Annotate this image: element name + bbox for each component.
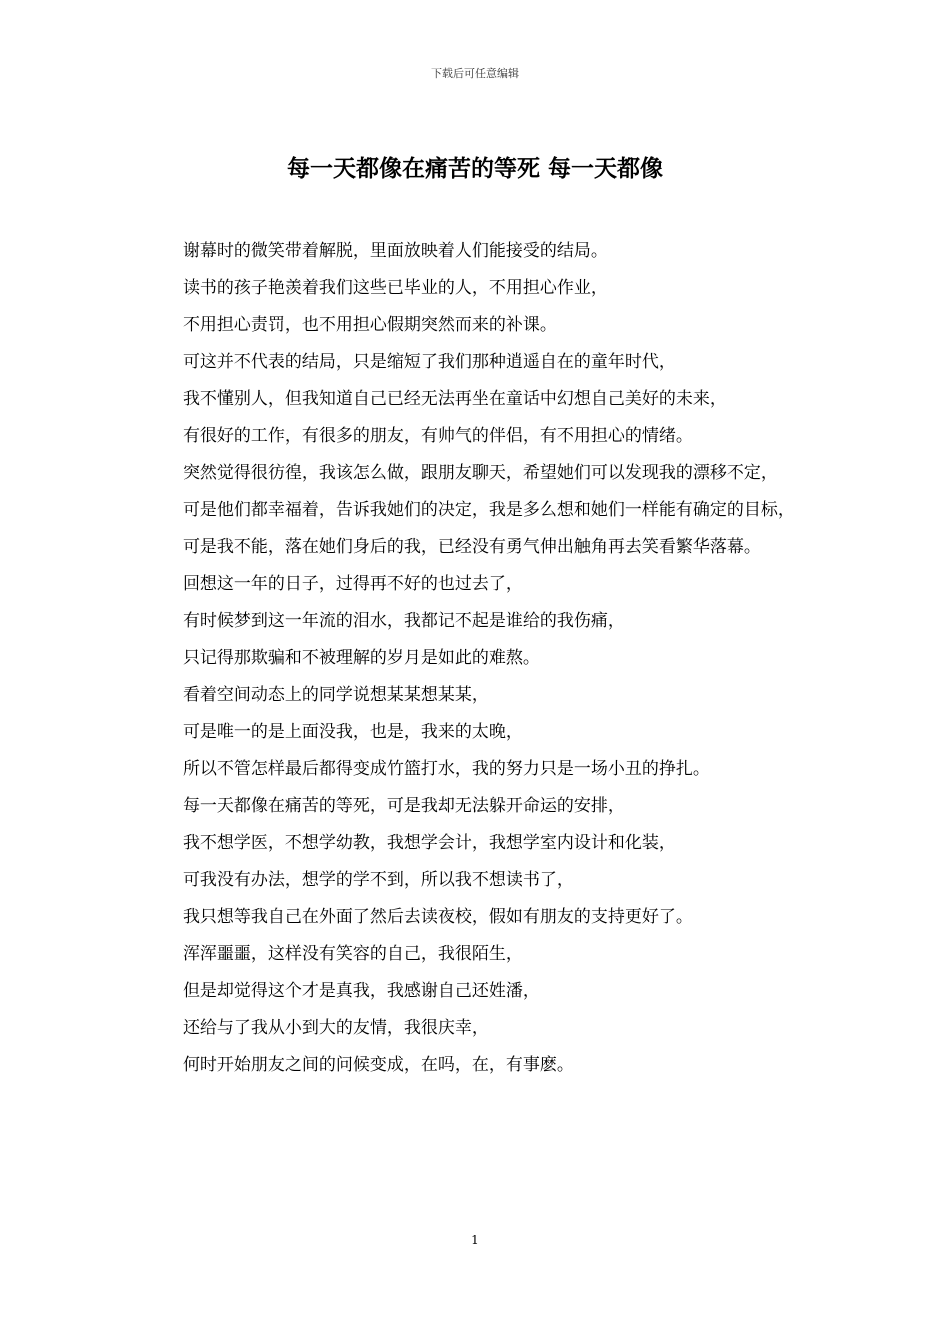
paragraph: 可我没有办法，想学的学不到，所以我不想读书了，	[182, 870, 574, 890]
paragraph: 有时候梦到这一年流的泪水，我都记不起是谁给的我伤痛，	[182, 611, 625, 631]
paragraph: 可是他们都幸福着，告诉我她们的决定，我是多么想和她们一样能有确定的目标，	[182, 500, 795, 520]
paragraph: 但是却觉得这个才是真我，我感谢自己还姓潘，	[182, 981, 540, 1001]
paragraph: 有很好的工作，有很多的朋友，有帅气的伴侣，有不用担心的情绪。	[182, 426, 693, 446]
paragraph: 何时开始朋友之间的问候变成，在吗，在，有事麽。	[182, 1055, 574, 1075]
paragraph: 读书的孩子艳羡着我们这些已毕业的人，不用担心作业，	[182, 278, 608, 298]
paragraph: 我只想等我自己在外面了然后去读夜校，假如有朋友的支持更好了。	[182, 907, 693, 927]
page-header: 下载后可任意编辑	[431, 67, 519, 80]
paragraph: 看着空间动态上的同学说想某某想某某，	[182, 685, 489, 705]
paragraph: 我不想学医，不想学幼教，我想学会计，我想学室内设计和化装，	[182, 833, 676, 853]
paragraph: 可是我不能，落在她们身后的我，已经没有勇气伸出触角再去笑看繁华落幕。	[182, 537, 761, 557]
paragraph: 所以不管怎样最后都得变成竹篮打水，我的努力只是一场小丑的挣扎。	[182, 759, 710, 779]
paragraph: 回想这一年的日子，过得再不好的也过去了，	[182, 574, 523, 594]
document-body	[143, 233, 807, 1084]
paragraph: 只记得那欺骗和不被理解的岁月是如此的难熬。	[182, 648, 540, 668]
paragraph: 可这并不代表的结局，只是缩短了我们那种逍遥自在的童年时代，	[182, 352, 676, 372]
paragraph: 不用担心责罚，也不用担心假期突然而来的补课。	[182, 315, 557, 335]
paragraph: 谢幕时的微笑带着解脱，里面放映着人们能接受的结局。	[182, 241, 608, 261]
paragraph: 突然觉得很彷徨，我该怎么做，跟朋友聊天，希望她们可以发现我的漂移不定，	[182, 463, 778, 483]
document-title: 每一天都像在痛苦的等死 每一天都像	[286, 155, 663, 182]
paragraph: 我不懂别人，但我知道自己已经无法再坐在童话中幻想自己美好的未来，	[182, 389, 727, 409]
paragraph: 浑浑噩噩，这样没有笑容的自己，我很陌生，	[182, 944, 523, 964]
page-number: 1	[471, 1233, 479, 1247]
paragraph: 每一天都像在痛苦的等死，可是我却无法躲开命运的安排，	[182, 796, 625, 816]
paragraph: 还给与了我从小到大的友情，我很庆幸，	[182, 1018, 489, 1038]
paragraph: 可是唯一的是上面没我，也是，我来的太晚，	[182, 722, 523, 742]
